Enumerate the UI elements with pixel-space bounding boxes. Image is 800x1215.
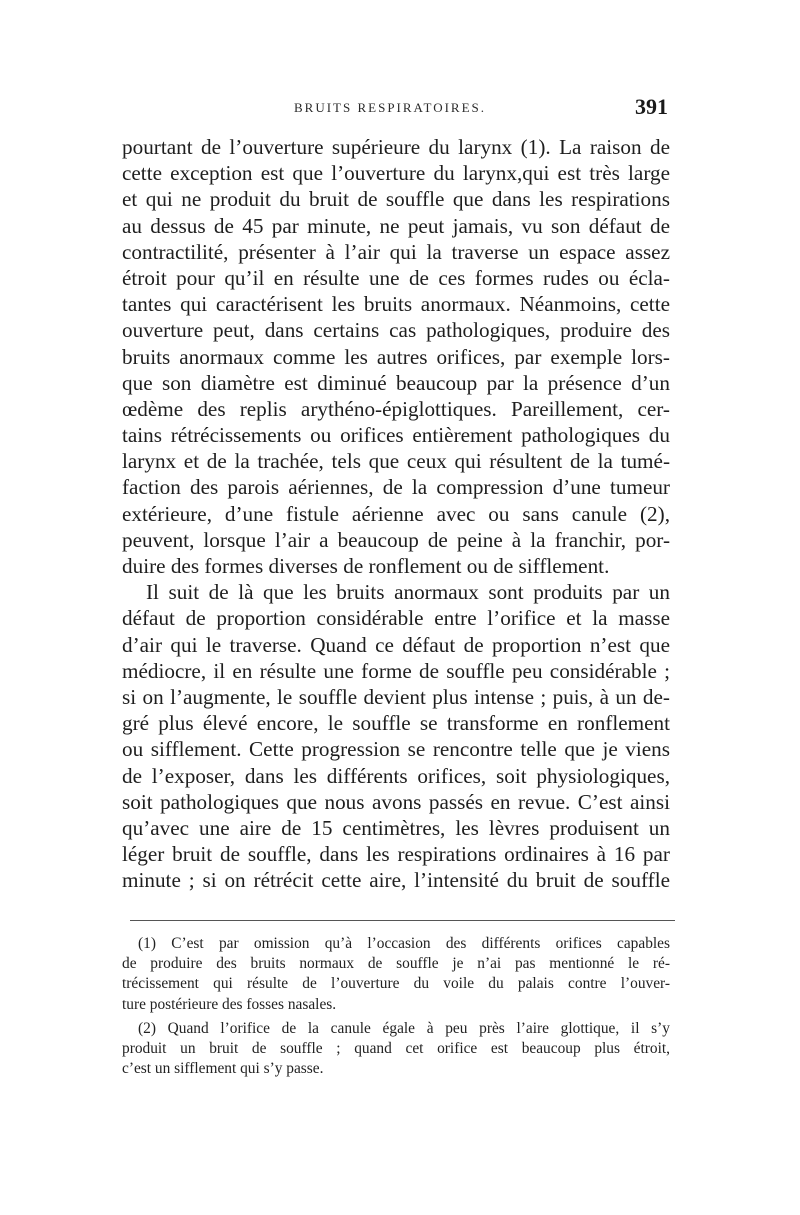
running-head: BRUITS RESPIRATOIRES. — [294, 100, 487, 115]
footnote-2 — [122, 1019, 670, 1080]
footnote-line: de produire des bruits normaux de souffle je n’ai pas mentionné le ré- — [122, 955, 670, 973]
text-line: extérieure, d’une fistule aérienne avec ou sans canule (2), — [122, 501, 670, 526]
text-line: peuvent, lorsque l’air a beaucoup de peine à la franchir, por- — [122, 527, 670, 552]
text-line: que son diamètre est diminué beaucoup par la présence d’un — [122, 370, 670, 395]
text-line: et qui ne produit du bruit de souffle que dans les respirations — [122, 187, 670, 212]
text-line: bruits anormaux comme les autres orifices, par exemple lors- — [122, 344, 670, 369]
text-line: duire des formes diverses de ronflement ou de sifflement. — [122, 554, 610, 578]
text-line: soit pathologiques que nous avons passés en revue. C’est ainsi — [122, 789, 670, 814]
footnote-1 — [122, 934, 670, 1015]
footnotes — [122, 934, 670, 1079]
text-line: œdème des replis arythéno-épiglottiques. Pareillement, cer- — [122, 396, 670, 421]
text-line: cette exception est que l’ouverture du larynx,qui est très large — [122, 161, 670, 186]
main-text — [122, 134, 670, 893]
text-line: larynx et de la trachée, tels que ceux qui résultent de la tumé- — [122, 449, 670, 474]
page-number: 391 — [635, 94, 668, 119]
footnote-line: (1) C’est par omission qu’à l’occasion des différents orifices capables — [138, 935, 670, 952]
text-line: Il suit de là que les bruits anormaux sont produits par un — [146, 580, 670, 605]
text-line: si on l’augmente, le souffle devient plus intense ; puis, à un de- — [122, 684, 670, 709]
text-line: minute ; si on rétrécit cette aire, l’intensité du bruit de souffle — [122, 868, 670, 893]
footnote-rule — [130, 920, 675, 921]
text-line: tantes qui caractérisent les bruits anormaux. Néanmoins, cette — [122, 292, 670, 317]
text-line: tains rétrécissements ou orifices entièrement pathologiques du — [122, 423, 670, 448]
text-line: contractilité, présenter à l’air qui la traverse un espace assez — [122, 239, 670, 264]
text-line: de l’exposer, dans les différents orifices, soit physiologiques, — [122, 763, 670, 788]
text-line: médiocre, il en résulte une forme de souffle peu considérable ; — [122, 658, 670, 683]
text-line: pourtant de l’ouverture supérieure du larynx (1). La raison de — [122, 135, 670, 159]
footnote-line: trécissement qui résulte de l’ouverture du voile du palais contre l’ouver- — [122, 975, 670, 993]
footnote-line: produit un bruit de souffle ; quand cet orifice est beaucoup plus étroit, — [122, 1039, 670, 1057]
text-line: défaut de proportion considérable entre l’orifice et la masse — [122, 606, 670, 631]
text-line: ouverture peut, dans certains cas pathologiques, produire des — [122, 318, 670, 343]
text-line: étroit pour qu’il en résulte une de ces formes rudes ou écla- — [122, 265, 670, 290]
text-line: gré plus élevé encore, le souffle se transforme en ronflement — [122, 711, 670, 736]
text-line: d’air qui le traverse. Quand ce défaut de proportion n’est que — [122, 632, 670, 657]
text-line: au dessus de 45 par minute, ne peut jamais, vu son défaut de — [122, 213, 670, 238]
text-line: faction des parois aériennes, de la compression d’une tumeur — [122, 475, 670, 500]
text-line: ou sifflement. Cette progression se rencontre telle que je viens — [122, 737, 670, 762]
footnote-line: (2) Quand l’orifice de la canule égale à peu près l’aire glottique, il s’y — [138, 1019, 670, 1037]
footnote-line: c’est un sifflement qui s’y passe. — [122, 1060, 324, 1078]
footnote-line: ture postérieure des fosses nasales. — [122, 995, 337, 1013]
page-header — [122, 94, 668, 124]
text-line: qu’avec une aire de 15 centimètres, les lèvres produisent un — [122, 815, 670, 840]
text-line: léger bruit de souffle, dans les respirations ordinaires à 16 par — [122, 842, 670, 867]
